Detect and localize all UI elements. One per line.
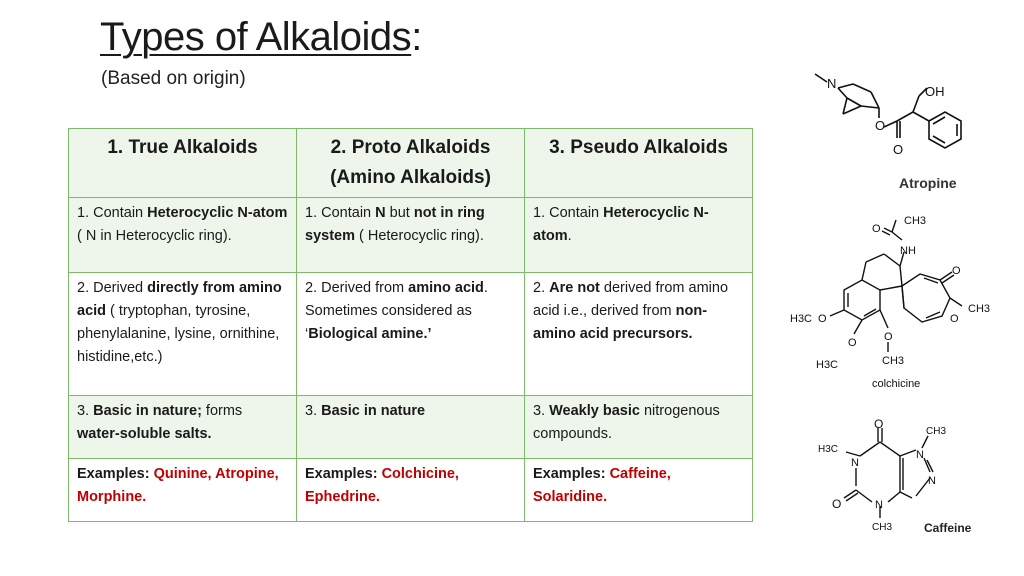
text: 2. Derived <box>77 280 148 296</box>
colchicine-h3c-left: H3C <box>790 313 813 325</box>
examples-list: Quinine, Atropine, Morphine. <box>77 466 279 505</box>
colchicine-ch3-right: CH3 <box>968 303 991 315</box>
table-row <box>69 273 753 396</box>
text: 1. Contain <box>305 205 376 221</box>
cell-pseudo-origin <box>525 273 753 396</box>
colchicine-o-left: O <box>818 313 827 325</box>
table-row <box>69 459 753 522</box>
title-main: Types of Alkaloids <box>100 15 412 59</box>
atropine-n-label: N <box>827 76 837 91</box>
text: 1. Contain <box>77 205 148 221</box>
table-header-row <box>69 129 753 198</box>
colchicine-drawing <box>786 210 1006 395</box>
cell-proto-basicity <box>297 396 525 459</box>
atropine-o-label: O <box>875 118 886 133</box>
caffeine-o-left: O <box>832 497 842 511</box>
caffeine-drawing <box>812 418 982 543</box>
colchicine-nh: NH <box>900 245 916 257</box>
examples-label: Examples: <box>533 466 610 482</box>
caffeine-n9: N <box>928 475 936 487</box>
emphasis: not in ring system <box>305 205 485 244</box>
text: 1. Contain <box>533 205 604 221</box>
text: ( Heterocyclic ring). <box>354 228 484 244</box>
cell-pseudo-nitrogen <box>525 198 753 273</box>
examples-list: Caffeine, Solaridine. <box>533 466 671 505</box>
caffeine-n3: N <box>875 499 883 511</box>
caffeine-caption: Caffeine <box>924 521 972 535</box>
text: . <box>567 228 572 244</box>
atropine-oh-label: OH <box>925 84 945 99</box>
colchicine-o-right: O <box>950 313 959 325</box>
header-proto-line1: 2. Proto Alkaloids <box>330 137 491 158</box>
cell-pseudo-examples <box>525 459 753 522</box>
caffeine-ch3-top: CH3 <box>926 426 947 437</box>
text: 3. <box>533 403 550 419</box>
colchicine-caption: colchicine <box>872 378 921 390</box>
caffeine-structure <box>812 418 982 548</box>
emphasis: Basic in nature <box>321 403 426 419</box>
page-subtitle: (Based on origin) <box>101 68 246 89</box>
cell-proto-nitrogen <box>297 198 525 273</box>
examples-list: Colchicine, Ephedrine. <box>305 466 459 505</box>
caffeine-n7: N <box>916 449 924 461</box>
emphasis: Heterocyclic N-atom <box>147 205 288 221</box>
header-proto-line2: (Amino Alkaloids) <box>330 167 491 188</box>
colchicine-o-bottom: O <box>884 331 893 343</box>
text: ( tryptophan, tyrosine, phenylalanine, lysine, ornithine, histidine,etc.) <box>77 303 280 365</box>
emphasis: water-soluble salts. <box>77 426 212 442</box>
atropine-structure <box>805 66 1005 201</box>
emphasis: N <box>375 205 386 221</box>
caffeine-ch3-bottom: CH3 <box>872 522 893 533</box>
text: nitrogenous compounds. <box>533 403 720 442</box>
emphasis: Are not <box>549 280 600 296</box>
cell-pseudo-basicity <box>525 396 753 459</box>
text: . Sometimes considered as ‘ <box>305 280 488 342</box>
emphasis: Heterocyclic N-atom <box>533 205 709 244</box>
text: derived from amino acid i.e., derived from <box>533 280 729 319</box>
text: 2. Derived from <box>305 280 409 296</box>
colchicine-h3c-bottom: H3C <box>816 359 839 371</box>
text: ( N in Heterocyclic ring). <box>77 228 232 244</box>
atropine-drawing <box>805 66 1005 196</box>
page-title <box>100 14 422 60</box>
colchicine-o-ketone: O <box>952 265 961 277</box>
cell-true-origin <box>69 273 297 396</box>
header-true-alkaloids: 1. True Alkaloids <box>69 129 297 198</box>
emphasis: directly from amino acid <box>77 280 282 319</box>
text: but <box>385 205 414 221</box>
emphasis: Weakly basic <box>549 403 640 419</box>
colchicine-ch3-bottom: CH3 <box>882 355 905 367</box>
emphasis: Biological amine.’ <box>308 326 432 342</box>
examples-label: Examples: <box>305 466 382 482</box>
colchicine-structure <box>786 210 1006 400</box>
emphasis: non-amino acid precursors. <box>533 303 708 342</box>
alkaloid-types-table <box>68 128 753 522</box>
header-pseudo-alkaloids: 3. Pseudo Alkaloids <box>525 129 753 198</box>
text: 3. <box>305 403 322 419</box>
cell-proto-examples <box>297 459 525 522</box>
atropine-o2-label: O <box>893 142 904 157</box>
table-row <box>69 396 753 459</box>
atropine-caption: Atropine <box>899 175 957 191</box>
colchicine-ch3-top: CH3 <box>904 215 927 227</box>
emphasis: Basic in nature; <box>93 403 202 419</box>
cell-true-basicity <box>69 396 297 459</box>
emphasis: amino acid <box>408 280 484 296</box>
caffeine-n1: N <box>851 457 859 469</box>
text: forms <box>201 403 243 419</box>
cell-proto-origin <box>297 273 525 396</box>
cell-true-examples <box>69 459 297 522</box>
title-suffix: : <box>411 15 422 59</box>
examples-label: Examples: <box>77 466 154 482</box>
caffeine-h3c: H3C <box>818 444 839 455</box>
colchicine-o-amide: O <box>872 223 881 235</box>
cell-true-nitrogen <box>69 198 297 273</box>
text: 3. <box>77 403 94 419</box>
colchicine-o-mid: O <box>848 337 857 349</box>
caffeine-o-top: O <box>874 417 884 431</box>
text: 2. <box>533 280 550 296</box>
table-row <box>69 198 753 273</box>
header-proto-alkaloids <box>297 129 525 198</box>
